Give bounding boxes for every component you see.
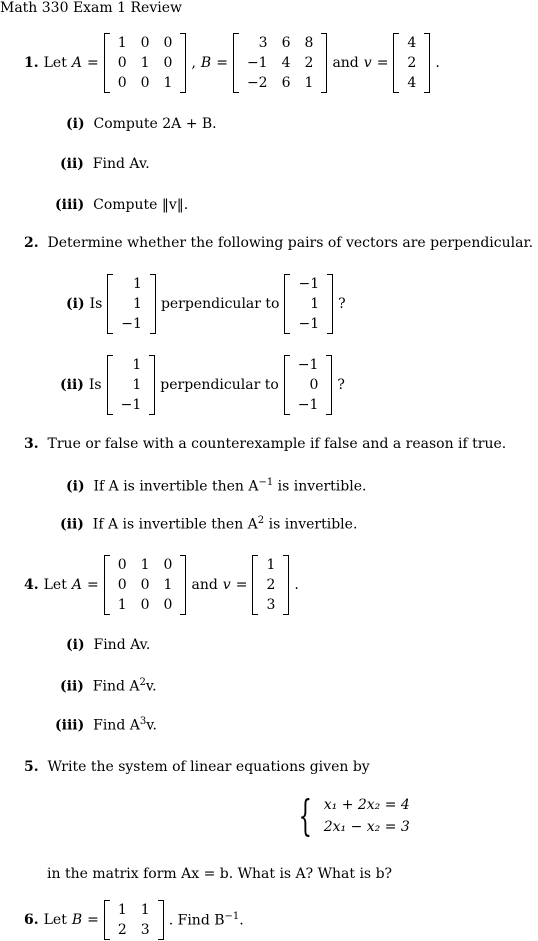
matrix-entry: 0 (163, 597, 173, 613)
text: Find A (92, 678, 140, 695)
matrix-entry: 3 (266, 597, 276, 613)
subpart (60, 355, 345, 415)
matrix-entry: 3 (140, 922, 150, 938)
problem-1 (24, 33, 440, 93)
equation: x₁ + 2x₂ = 4 (323, 797, 410, 813)
matrix-entry: 0 (163, 557, 173, 573)
subpart (66, 116, 217, 132)
text: is invertible. (264, 516, 358, 533)
problem-number: 4. (24, 577, 39, 593)
matrix-grid (111, 33, 180, 93)
subpart (66, 477, 366, 495)
var: B (200, 55, 212, 71)
matrix-entry: 4 (407, 35, 417, 51)
text: perpendicular to (160, 296, 280, 312)
problem-text: Determine whether the following pairs of vectors are perpendicular. (47, 235, 534, 251)
equals: = (87, 912, 99, 928)
matrix-entry: 6 (281, 35, 291, 51)
matrix-entry: 0 (140, 597, 150, 613)
matrix-grid (114, 274, 149, 334)
var: A (71, 577, 82, 593)
matrix-entry: 0 (117, 557, 127, 573)
text: and (191, 577, 218, 593)
subpart (66, 274, 346, 334)
problem-number: 3. (24, 436, 39, 452)
matrix-B (104, 900, 164, 940)
text: Is (88, 377, 102, 393)
vector (284, 355, 333, 415)
superscript: 2 (139, 677, 146, 688)
subpart (60, 677, 157, 695)
var: v (222, 577, 231, 593)
subpart-label: (iii) (55, 197, 85, 213)
matrix-entry: 2 (117, 922, 127, 938)
text: v. (146, 717, 157, 734)
matrix-entry: 6 (281, 75, 291, 91)
matrix-entry: 1 (117, 35, 127, 51)
matrix-entry: 0 (163, 35, 173, 51)
matrix-entry: 1 (266, 557, 276, 573)
matrix-entry: 1 (132, 377, 142, 393)
subpart (55, 197, 188, 213)
text: If A is invertible then A (92, 516, 258, 533)
text: Let (43, 577, 67, 593)
var: B (71, 912, 83, 928)
matrix-entry: 0 (117, 75, 127, 91)
text: v. (145, 678, 157, 695)
matrix-entry: 1 (140, 55, 150, 71)
subpart (60, 156, 150, 172)
problem-3 (24, 436, 506, 452)
matrix-A (104, 555, 187, 615)
question-mark: ? (338, 296, 346, 312)
problem-number: 2. (24, 235, 39, 251)
subpart-text: Compute 2A + B. (93, 116, 217, 132)
matrix-grid (291, 355, 326, 415)
matrix-entry: 0 (117, 577, 127, 593)
matrix-entry: 0 (163, 55, 173, 71)
problem-number: 5. (24, 759, 39, 775)
matrix-entry: 3 (258, 35, 268, 51)
subpart-label: (i) (66, 637, 85, 653)
subpart-label: (iii) (55, 717, 85, 734)
text: Find Av. (93, 637, 151, 653)
vector-v (393, 33, 430, 93)
text: Let (43, 912, 67, 928)
equals: = (216, 55, 228, 71)
period: . (239, 912, 244, 929)
problem-number: 1. (24, 55, 39, 71)
superscript: −1 (258, 477, 274, 488)
matrix-entry: −1 (297, 357, 319, 373)
subpart-text: Find Av. (92, 156, 150, 172)
matrix-grid (114, 355, 149, 415)
brace: { (298, 791, 313, 840)
matrix-grid (111, 555, 180, 615)
matrix-grid (259, 555, 282, 615)
matrix-entry: −2 (246, 75, 268, 91)
matrix-entry: 1 (117, 902, 127, 918)
vector (284, 274, 333, 334)
matrix-grid (111, 900, 157, 940)
matrix-entry: 1 (140, 902, 150, 918)
problem-2 (24, 235, 533, 251)
superscript: 2 (257, 515, 265, 526)
equation: 2x₁ − x₂ = 3 (323, 819, 410, 835)
problem-number: 6. (24, 912, 39, 928)
matrix-grid (240, 33, 320, 93)
subpart (55, 716, 157, 734)
subpart-label: (ii) (60, 377, 84, 393)
linear-system (292, 793, 414, 839)
text: and (332, 55, 359, 71)
matrix-entry: 1 (163, 577, 173, 593)
matrix-entry: −1 (246, 55, 268, 71)
subpart (66, 637, 150, 653)
subpart (60, 515, 357, 533)
subpart-label: (ii) (60, 516, 84, 533)
problem-text: Write the system of linear equations given by (47, 759, 370, 775)
subpart-label: (ii) (60, 678, 84, 695)
matrix-entry: 0 (140, 75, 150, 91)
matrix-entry: −1 (121, 316, 142, 332)
text: Is (89, 296, 103, 312)
matrix-entry: 4 (281, 55, 291, 71)
matrix-entry: 0 (140, 35, 150, 51)
matrix-entry: 1 (304, 75, 314, 91)
matrix-entry: −1 (298, 276, 320, 292)
equations (320, 793, 414, 839)
equals: = (376, 55, 389, 71)
matrix-A (104, 33, 187, 93)
text: Let (43, 55, 67, 71)
matrix-grid (400, 33, 423, 93)
matrix-entry: 2 (407, 55, 417, 71)
var: v (363, 55, 372, 71)
matrix-entry: 8 (304, 35, 314, 51)
equals: = (86, 55, 99, 71)
problem-text: True or false with a counterexample if false and a reason if true. (47, 436, 507, 452)
superscript: −1 (224, 911, 240, 923)
period: . (435, 55, 440, 71)
text: perpendicular to (160, 377, 279, 393)
page-title: Math 330 Exam 1 Review (0, 0, 182, 16)
subpart-label: (i) (66, 296, 85, 312)
problem-4 (24, 555, 299, 615)
matrix-entry: 1 (117, 597, 127, 613)
var: A (71, 55, 82, 71)
equals: = (235, 577, 248, 593)
text: If A is invertible then A (93, 478, 259, 495)
matrix-entry: 1 (310, 296, 320, 312)
subpart-label: (ii) (60, 156, 84, 172)
problem-5 (24, 759, 370, 775)
matrix-entry: 1 (132, 357, 142, 373)
question-mark: ? (337, 377, 345, 393)
matrix-entry: 1 (133, 296, 142, 312)
vector-v (252, 555, 289, 615)
problem-6 (24, 900, 244, 940)
matrix-entry: 1 (140, 557, 150, 573)
text: . Find B (168, 912, 225, 929)
vector (107, 355, 156, 415)
problem-5-after: in the matrix form Ax = b. What is A? What is b? (47, 866, 393, 882)
vector (107, 274, 156, 334)
period: . (294, 577, 299, 593)
matrix-entry: −1 (120, 397, 142, 413)
subpart-label: (i) (66, 116, 85, 132)
matrix-entry: 0 (140, 577, 150, 593)
matrix-entry: 2 (266, 577, 276, 593)
matrix-entry: 1 (133, 276, 142, 292)
comma: , (191, 55, 196, 71)
superscript: 3 (139, 716, 147, 727)
matrix-entry: −1 (297, 397, 319, 413)
matrix-entry: 0 (117, 55, 127, 71)
text: is invertible. (273, 478, 367, 495)
matrix-grid (291, 274, 326, 334)
subpart-label: (i) (66, 478, 85, 495)
matrix-entry: 2 (304, 55, 314, 71)
equals: = (86, 577, 99, 593)
matrix-entry: 0 (309, 377, 319, 393)
matrix-entry: 1 (163, 75, 173, 91)
text: Find A (93, 717, 140, 734)
matrix-entry: 4 (407, 75, 417, 91)
subpart-text: Compute ‖v‖. (93, 197, 189, 213)
matrix-entry: −1 (298, 316, 320, 332)
matrix-B (233, 33, 327, 93)
